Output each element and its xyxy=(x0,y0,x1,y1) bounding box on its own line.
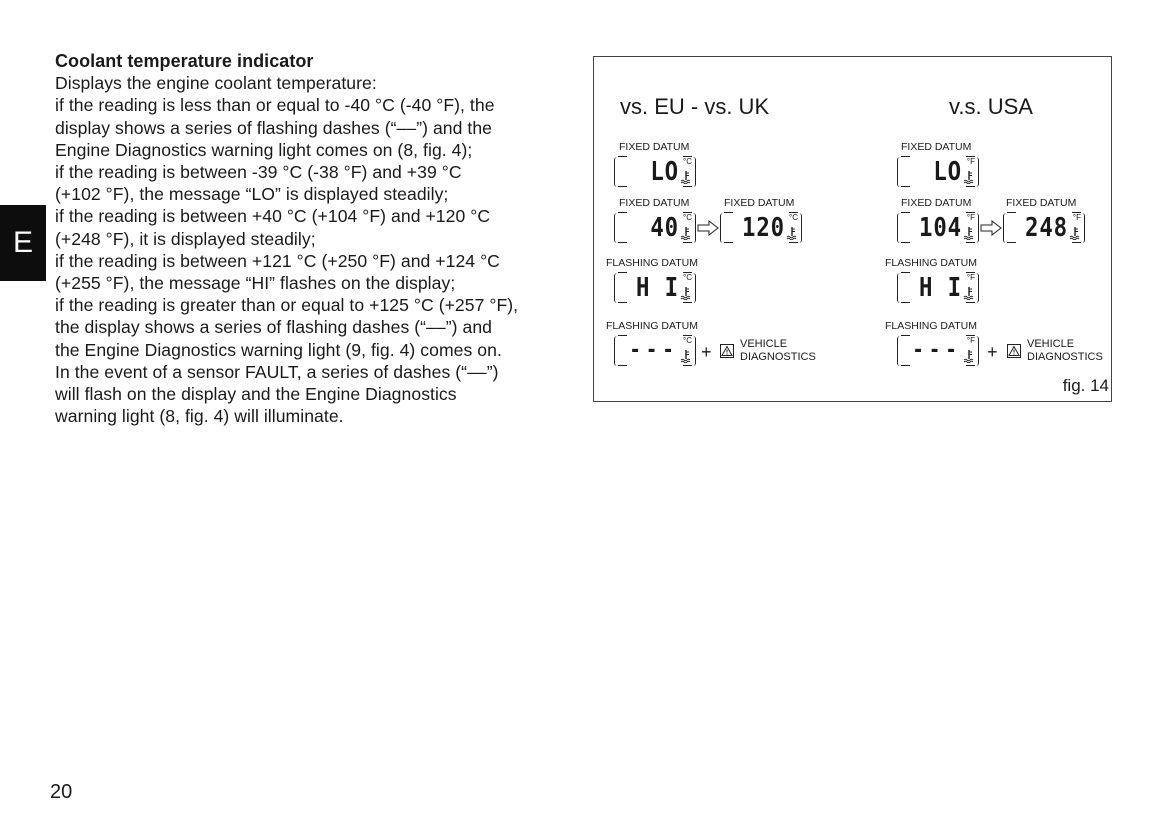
lcd-value: --- xyxy=(629,338,679,363)
unit-label: °C xyxy=(683,157,692,166)
text-line: display shows a series of flashing dashes (“––”) and the xyxy=(55,117,493,138)
arrow-right-icon xyxy=(697,220,719,236)
section-tab: E xyxy=(0,205,46,281)
text-line: if the reading is greater than or equal to +125 °C (+257 °F), xyxy=(55,295,519,316)
warning-light-icon xyxy=(720,344,734,358)
unit-label: °F xyxy=(966,336,975,345)
lcd-value: 120 xyxy=(742,213,785,243)
caption: FIXED DATUM xyxy=(901,141,972,153)
text-line: if the reading is between +40 °C (+104 °F) and +120 °C xyxy=(55,206,491,227)
usa-region-title: v.s. USA xyxy=(949,94,1033,119)
unit-label: °C xyxy=(683,273,692,282)
plus-sign: + xyxy=(701,342,712,362)
unit-label: °C xyxy=(789,213,798,222)
caption: FLASHING DATUM xyxy=(606,257,698,269)
text-line: Displays the engine coolant temperature: xyxy=(55,73,377,94)
text-line: will flash on the display and the Engine Diagnostics xyxy=(55,384,457,405)
warning-label: DIAGNOSTICS xyxy=(1027,351,1103,363)
caption: FIXED DATUM xyxy=(1006,197,1077,209)
text-line: warning light (8, fig. 4) will illuminate. xyxy=(55,406,344,427)
warning-label: VEHICLE xyxy=(1027,338,1075,350)
thermometer-icon xyxy=(680,349,693,363)
lcd-display-hi xyxy=(614,273,696,303)
caption: FLASHING DATUM xyxy=(606,320,698,332)
thermometer-icon xyxy=(1069,226,1082,240)
section-heading: Coolant temperature indicator xyxy=(55,51,314,71)
lcd-display-dashes xyxy=(614,336,696,366)
thermometer-icon xyxy=(963,286,976,300)
thermometer-icon xyxy=(963,170,976,184)
text-line: (+102 °F), the message “LO” is displayed steadily; xyxy=(55,184,449,205)
lcd-display-lo xyxy=(614,157,696,187)
figure-panel xyxy=(593,56,1112,402)
unit-label: °C xyxy=(683,336,692,345)
figure-label: fig. 14 xyxy=(1062,376,1109,395)
text-line: if the reading is between +121 °C (+250 °F) and +124 °C xyxy=(55,250,500,271)
warning-light-icon xyxy=(1007,344,1021,358)
lcd-value: --- xyxy=(912,338,962,363)
lcd-display-max xyxy=(720,213,802,243)
lcd-display-dashes xyxy=(897,336,979,366)
caption: FLASHING DATUM xyxy=(885,320,977,332)
thermometer-icon xyxy=(963,349,976,363)
text-line: the Engine Diagnostics warning light (9, fig. 4) comes on. xyxy=(55,339,502,360)
unit-label: °F xyxy=(966,273,975,282)
warning-label: DIAGNOSTICS xyxy=(740,351,816,363)
thermometer-icon xyxy=(786,226,799,240)
lcd-value: LO xyxy=(650,157,679,187)
caption: FIXED DATUM xyxy=(619,141,690,153)
lcd-display-lo xyxy=(897,157,979,187)
lcd-value: 40 xyxy=(650,213,679,243)
page-number: 20 xyxy=(50,781,73,803)
text-line: (+248 °F), it is displayed steadily; xyxy=(55,228,316,249)
warning-label: VEHICLE xyxy=(740,338,788,350)
thermometer-icon xyxy=(680,170,693,184)
thermometer-icon xyxy=(680,286,693,300)
arrow-right-icon xyxy=(980,220,1002,236)
lcd-value: H I xyxy=(636,273,679,303)
lcd-value: 248 xyxy=(1025,213,1068,243)
unit-label: °C xyxy=(683,213,692,222)
lcd-display-min xyxy=(614,213,696,243)
unit-label: °F xyxy=(966,213,975,222)
lcd-display-max xyxy=(1003,213,1085,243)
caption: FLASHING DATUM xyxy=(885,257,977,269)
lcd-value: 104 xyxy=(919,213,962,243)
caption: FIXED DATUM xyxy=(619,197,690,209)
plus-sign: + xyxy=(987,342,998,362)
text-line: the display shows a series of flashing dashes (“––”) and xyxy=(55,317,493,338)
thermometer-icon xyxy=(680,226,693,240)
text-line: if the reading is between -39 °C (-38 °F) and +39 °C xyxy=(55,162,462,183)
thermometer-icon xyxy=(963,226,976,240)
text-line: (+255 °F), the message “HI” flashes on the display; xyxy=(55,273,456,294)
caption: FIXED DATUM xyxy=(901,197,972,209)
unit-label: °F xyxy=(966,157,975,166)
unit-label: °F xyxy=(1072,213,1081,222)
lcd-value: H I xyxy=(919,273,962,303)
text-line: if the reading is less than or equal to -40 °C (-40 °F), the xyxy=(55,95,495,116)
lcd-display-min xyxy=(897,213,979,243)
text-line: In the event of a sensor FAULT, a series of dashes (“––”) xyxy=(55,361,499,382)
eu-region-title: vs. EU - vs. UK xyxy=(620,94,770,119)
text-line: Engine Diagnostics warning light comes on (8, fig. 4); xyxy=(55,139,473,160)
caption: FIXED DATUM xyxy=(724,197,795,209)
body-text xyxy=(55,50,585,427)
lcd-display-hi xyxy=(897,273,979,303)
lcd-value: LO xyxy=(933,157,962,187)
